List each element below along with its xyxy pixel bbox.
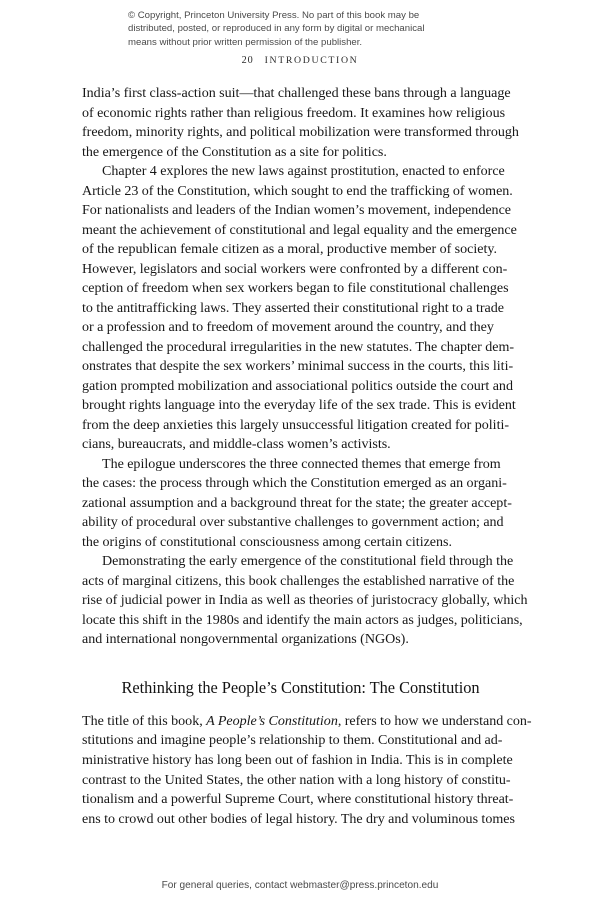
text-line: to the antitrafficking laws. They asserted their constitutional right to a trade [82,299,504,316]
text-line: Chapter 4 explores the new laws against prostitution, enacted to enforce [102,163,505,180]
text-line: locate this shift in the 1980s and identify the main actors as judges, politicians, [82,611,523,628]
text-line: India’s first class-action suit—that challenged these bans through a language [82,85,511,101]
body-paragraph [82,712,532,829]
text-line: of economic rights rather than religious freedom. It examines how religious [82,104,506,121]
text-line: acts of marginal citizens, this book challenges the established narrative of the [82,572,515,589]
text-line: meant the achievement of constitutional and legal equality and the emergence [82,221,517,238]
text-line: the origins of constitutional consciousness among certain citizens. [82,533,453,550]
text-line: ministrative history has long been out of fashion in India. This is in complete [82,751,513,768]
copyright-line-3: means without prior written permission of the publisher. [128,36,363,48]
text-line: Article 23 of the Constitution, which sought to end the trafficking of women. [82,182,513,199]
body-paragraph [82,162,519,455]
text-line: challenged the procedural irregularities in the new statutes. The chapter dem- [82,338,515,355]
text-run: The title of this book, [82,712,207,729]
running-head [0,55,600,66]
text-line: rise of judicial power in India as well as theories of juristocracy globally, which [82,592,528,609]
text-line: The epilogue underscores the three connected themes that emerge from [102,455,501,472]
text-line: Demonstrating the early emergence of the constitutional field through the [102,553,514,570]
text-line: freedom, minority rights, and political mobilization were transformed through [82,124,519,141]
body-paragraph [82,455,519,553]
body-paragraph [82,552,528,650]
page-folio-number: 20 [241,55,254,66]
text-line: and international nongovernmental organizations (NGOs). [82,631,409,648]
text-line: brought rights language into the everyday life of the sex trade. This is evident [82,397,516,414]
heading-spacer-above [82,650,519,677]
text-line: onstrates that despite the sex workers’ minimal success in the courts, this liti- [82,358,514,375]
text-line: cians, bureaucrats, and middle-class women’s activists. [82,436,391,453]
text-line: zational assumption and a background threat for the state; the greater accept- [82,494,512,511]
text-line: from the deep anxieties this largely unsuccessful litigation created for politi- [82,416,510,433]
text-line: ability of procedural over substantive challenges to government action; and [82,514,504,531]
text-line: stitutions and imagine people’s relationship to them. Constitutional and ad- [82,732,503,749]
text-line: contrast to the United States, the other nation with a long history of constitu- [82,771,511,788]
running-head-title: INTRODUCTION [264,55,359,66]
text-line: For nationalists and leaders of the Indian women’s movement, independence [82,202,512,219]
text-line: ception of freedom when sex workers began to file constitutional challenges [82,280,509,297]
text-line: gation prompted mobilization and associational politics outside the court and [82,377,513,394]
copyright-notice [128,9,472,49]
section-heading: Rethinking the People’s Constitution: The Constitution [121,677,480,697]
copyright-line-1: © Copyright, Princeton University Press. No part of this book may be [128,10,420,21]
text-line: tionalism and a powerful Supreme Court, where constitutional history threat- [82,791,514,808]
text-line: However, legislators and social workers were confronted by a different con- [82,260,508,277]
text-line: the emergence of the Constitution as a site for politics. [82,143,387,160]
body-paragraph [82,84,519,162]
text-run: , refers to how we understand con- [337,712,532,729]
body-text-column [82,84,532,829]
text-line: the cases: the process through which the Constitution emerged as an organi- [82,475,507,492]
paragraph-group-before-heading [82,84,528,650]
footer-queries-notice: For general queries, contact webmaster@press.princeton.edu [161,880,439,891]
paragraph-group-after-heading [82,712,532,829]
text-line: or a profession and to freedom of movement around the country, and they [82,319,494,336]
text-line: ens to crowd out other bodies of legal history. The dry and voluminous tomes [82,810,515,827]
text-line [82,712,532,732]
copyright-line-2: distributed, posted, or reproduced in any form by digital or mechanical [128,23,425,35]
heading-spacer-below [82,699,519,712]
italic-book-title: A People’s Constitution [206,712,338,729]
text-line: of the republican female citizen as a moral, productive member of society. [82,241,497,258]
